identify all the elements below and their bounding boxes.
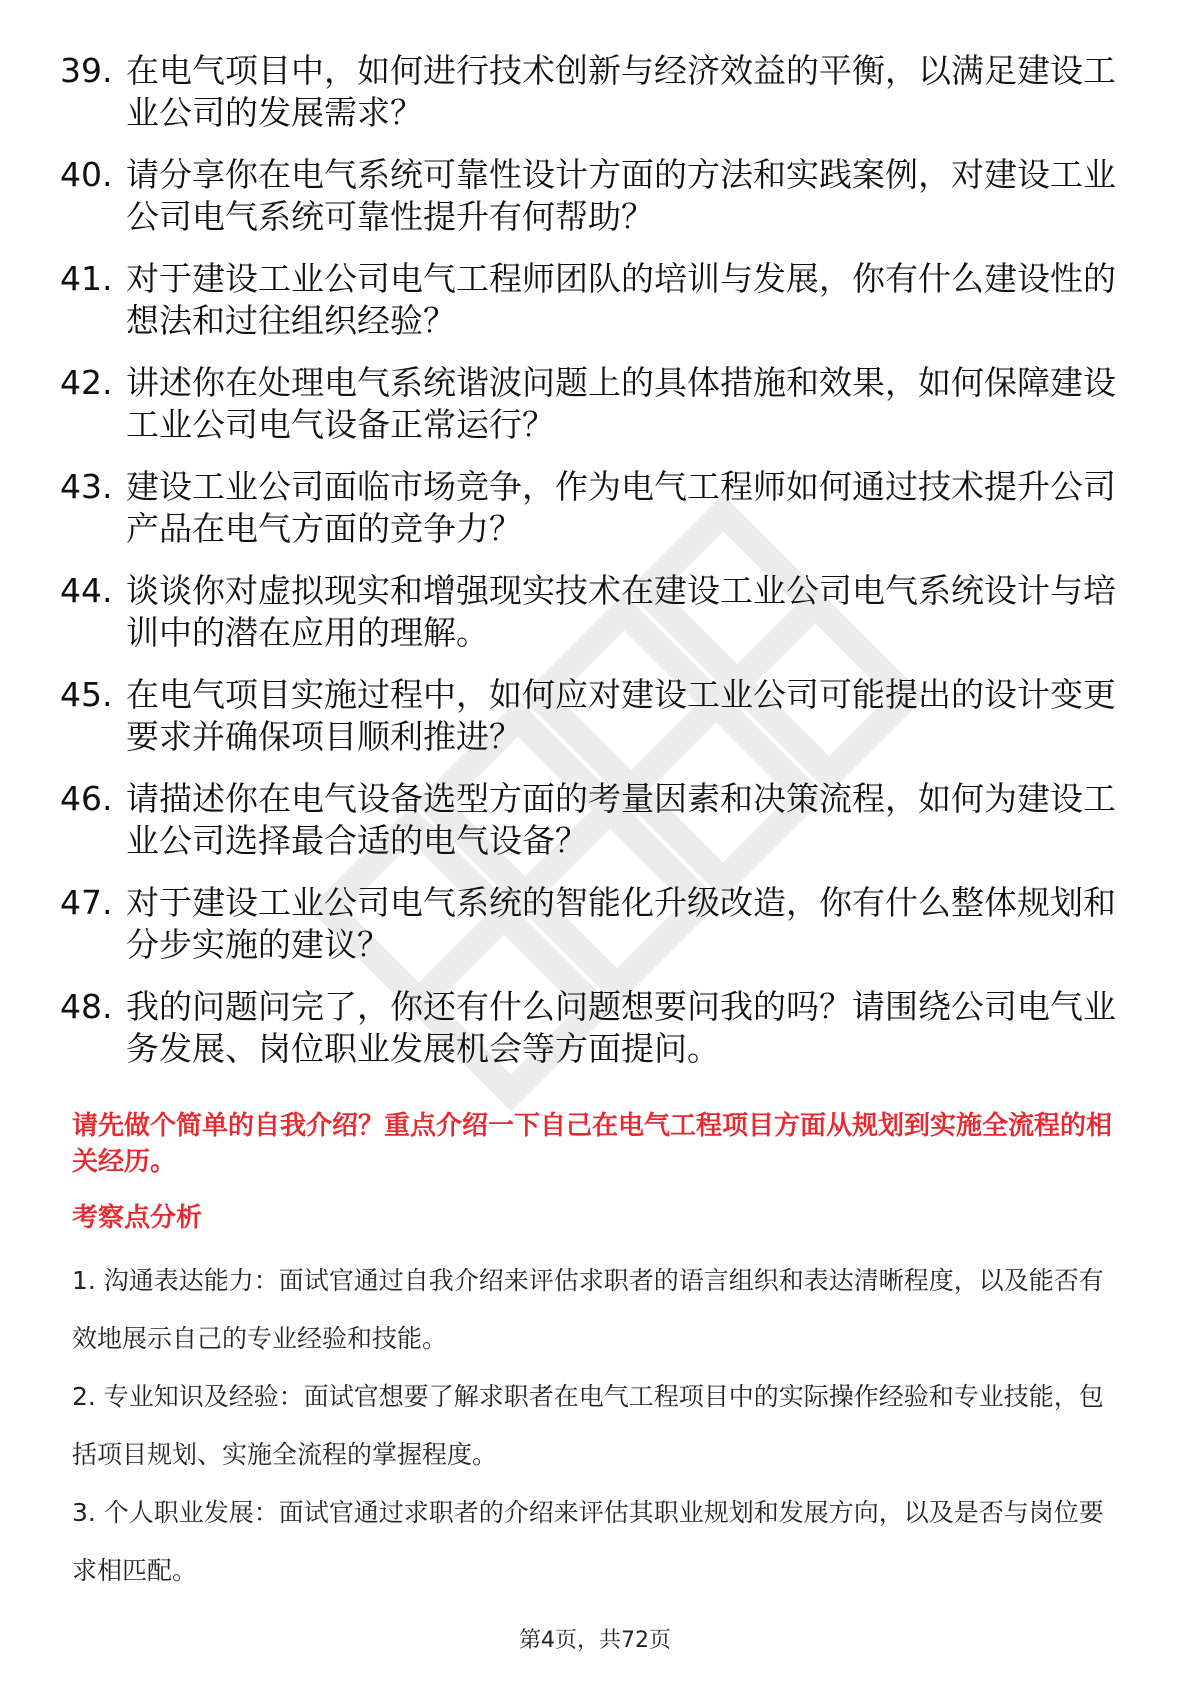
question-number: 41. xyxy=(60,259,113,298)
question-text: 我的问题问完了，你还有什么问题想要问我的吗？请围绕公司电气业务发展、岗位职业发展机会等方面提问。 xyxy=(126,987,1116,1068)
question-item xyxy=(60,986,1120,1070)
question-number: 40. xyxy=(60,155,113,194)
question-number: 46. xyxy=(60,779,113,818)
question-text: 对于建设工业公司电气工程师团队的培训与发展，你有什么建设性的想法和过往组织经验？ xyxy=(126,259,1116,340)
question-text: 讲述你在处理电气系统谐波问题上的具体措施和效果，如何保障建设工业公司电气设备正常运行？ xyxy=(126,363,1116,444)
question-text: 请描述你在电气设备选型方面的考量因素和决策流程，如何为建设工业公司选择最合适的电气设备？ xyxy=(126,779,1116,860)
question-number: 42. xyxy=(60,363,113,402)
question-number: 39. xyxy=(60,51,113,90)
page-number-footer: 第4页，共72页 xyxy=(519,1628,671,1653)
analysis-item: 2. 专业知识及经验：面试官想要了解求职者在电气工程项目中的实际操作经验和专业技能，包括项目规划、实施全流程的掌握程度。 xyxy=(72,1382,1104,1469)
question-item xyxy=(60,362,1120,446)
question-item xyxy=(60,882,1120,966)
question-number: 47. xyxy=(60,883,113,922)
question-text: 建设工业公司面临市场竞争，作为电气工程师如何通过技术提升公司产品在电气方面的竞争力？ xyxy=(126,467,1116,548)
question-item xyxy=(60,258,1120,342)
question-list xyxy=(60,50,1120,1090)
question-number: 48. xyxy=(60,987,113,1026)
analysis-item: 1. 沟通表达能力：面试官通过自我介绍来评估求职者的语言组织和表达清晰程度，以及能否有效地展示自己的专业经验和技能。 xyxy=(72,1266,1104,1353)
question-item xyxy=(60,674,1120,758)
question-text: 请分享你在电气系统可靠性设计方面的方法和实践案例，对建设工业公司电气系统可靠性提升有何帮助？ xyxy=(126,155,1116,236)
analysis-item: 3. 个人职业发展：面试官通过求职者的介绍来评估其职业规划和发展方向，以及是否与岗位要求相匹配。 xyxy=(72,1498,1104,1585)
question-number: 44. xyxy=(60,571,113,610)
question-item xyxy=(60,50,1120,134)
question-item xyxy=(60,778,1120,862)
analysis-title: 考察点分析 xyxy=(72,1203,203,1233)
question-text: 在电气项目中，如何进行技术创新与经济效益的平衡，以满足建设工业公司的发展需求？ xyxy=(126,51,1116,132)
question-number: 43. xyxy=(60,467,113,506)
question-text: 谈谈你对虚拟现实和增强现实技术在建设工业公司电气系统设计与培训中的潜在应用的理解。 xyxy=(126,571,1116,652)
question-item xyxy=(60,570,1120,654)
highlight-question: 请先做个简单的自我介绍？重点介绍一下自己在电气工程项目方面从规划到实施全流程的相关经历。 xyxy=(72,1111,1113,1177)
question-item xyxy=(60,154,1120,238)
question-text: 对于建设工业公司电气系统的智能化升级改造，你有什么整体规划和分步实施的建议？ xyxy=(126,883,1116,964)
question-item xyxy=(60,466,1120,550)
question-number: 45. xyxy=(60,675,113,714)
analysis-list xyxy=(72,1252,1124,1600)
question-text: 在电气项目实施过程中，如何应对建设工业公司可能提出的设计变更要求并确保项目顺利推进？ xyxy=(126,675,1116,756)
